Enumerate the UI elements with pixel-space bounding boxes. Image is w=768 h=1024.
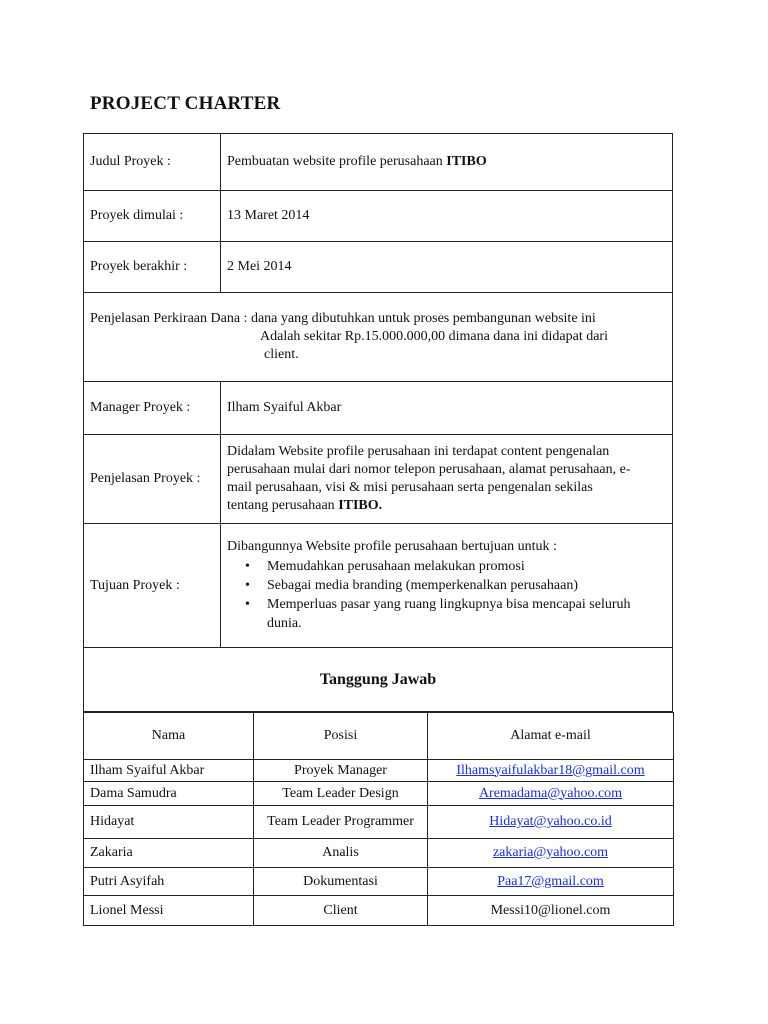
penjelasan-line-2: perusahaan mulai dari nomor telepon perusahaan, alamat perusahaan, e- <box>227 462 631 477</box>
penjelasan-line-4 <box>227 497 666 515</box>
team-table <box>83 712 674 926</box>
team-posisi: Analis <box>254 839 428 868</box>
table-row <box>84 760 674 782</box>
table-row <box>84 896 674 926</box>
mulai-label: Proyek dimulai : <box>84 191 221 242</box>
tujuan-intro: Dibangunnya Website profile perusahaan bertujuan untuk : <box>227 538 557 554</box>
team-email-cell <box>428 896 674 926</box>
mulai-row <box>84 191 673 242</box>
berakhir-label: Proyek berakhir : <box>84 242 221 293</box>
team-email-link[interactable]: Ilhamsyaifulakbar18@gmail.com <box>456 762 645 778</box>
manager-label: Manager Proyek : <box>84 382 221 435</box>
team-email-cell <box>428 868 674 896</box>
team-email-text: Messi10@lionel.com <box>490 902 611 918</box>
team-posisi: Client <box>254 896 428 926</box>
tujuan-row <box>84 524 673 648</box>
table-row <box>84 839 674 868</box>
team-header-posisi: Posisi <box>254 713 428 760</box>
judul-company: ITIBO <box>446 154 487 169</box>
berakhir-value: 2 Mei 2014 <box>221 242 673 293</box>
tanggung-jawab-heading: Tanggung Jawab <box>84 648 673 712</box>
mulai-value: 13 Maret 2014 <box>221 191 673 242</box>
tujuan-item: • Memperluas pasar yang ruang lingkupnya bisa mencapai seluruh dunia. <box>267 595 666 633</box>
table-row <box>84 868 674 896</box>
judul-label: Judul Proyek : <box>84 134 221 191</box>
tujuan-item: • Sebagai media branding (memperkenalkan perusahaan) <box>267 576 666 595</box>
penjelasan-value <box>221 435 673 524</box>
charter-table <box>83 133 673 712</box>
page-title: PROJECT CHARTER <box>90 93 281 114</box>
team-email-cell <box>428 806 674 839</box>
judul-text: Pembuatan website profile perusahaan <box>227 154 447 169</box>
tujuan-value <box>221 524 673 648</box>
dana-line-3: client. <box>264 347 299 362</box>
team-email-cell <box>428 839 674 868</box>
team-email-link[interactable]: Hidayat@yahoo.co.id <box>489 814 612 829</box>
dana-line-1: Penjelasan Perkiraan Dana : dana yang dibutuhkan untuk proses pembangunan website ini <box>90 311 596 326</box>
team-posisi: Team Leader Programmer <box>254 806 428 839</box>
berakhir-row <box>84 242 673 293</box>
dana-cell <box>84 293 673 382</box>
tujuan-item: • Memudahkan perusahaan melakukan promosi <box>267 557 666 576</box>
dana-row <box>84 293 673 382</box>
penjelasan-line-4-text: tentang perusahaan <box>227 498 339 513</box>
team-email-link[interactable]: Aremadama@yahoo.com <box>478 785 623 801</box>
penjelasan-line-3: mail perusahaan, visi & misi perusahaan serta pengenalan sekilas <box>227 480 593 495</box>
penjelasan-row <box>84 435 673 524</box>
tujuan-label: Tujuan Proyek : <box>84 524 221 648</box>
team-nama: Dama Samudra <box>84 782 254 806</box>
penjelasan-label: Penjelasan Proyek : <box>84 435 221 524</box>
judul-row <box>84 134 673 191</box>
manager-row <box>84 382 673 435</box>
team-nama: Lionel Messi <box>84 896 254 926</box>
team-header-email: Alamat e-mail <box>428 713 674 760</box>
tujuan-list <box>227 557 666 633</box>
team-posisi: Dokumentasi <box>254 868 428 896</box>
table-row <box>84 806 674 839</box>
dana-line-2: Adalah sekitar Rp.15.000.000,00 dimana dana ini didapat dari <box>260 329 608 344</box>
team-posisi: Proyek Manager <box>254 760 428 782</box>
team-header-nama: Nama <box>84 713 254 760</box>
team-nama: Hidayat <box>84 806 254 839</box>
table-row <box>84 782 674 806</box>
team-posisi: Team Leader Design <box>254 782 428 806</box>
team-nama: Ilham Syaiful Akbar <box>84 760 254 782</box>
team-email-cell <box>428 760 674 782</box>
team-header-row <box>84 713 674 760</box>
team-nama: Putri Asyifah <box>84 868 254 896</box>
team-email-cell <box>428 782 674 806</box>
judul-value <box>221 134 673 191</box>
penjelasan-company: ITIBO. <box>338 498 383 513</box>
team-nama: Zakaria <box>84 839 254 868</box>
team-email-link[interactable]: Paa17@gmail.com <box>497 873 604 889</box>
manager-value: Ilham Syaiful Akbar <box>221 382 673 435</box>
penjelasan-line-1: Didalam Website profile perusahaan ini terdapat content pengenalan <box>227 444 610 459</box>
team-email-link[interactable]: zakaria@yahoo.com <box>492 845 609 860</box>
tanggung-jawab-row <box>84 648 673 712</box>
